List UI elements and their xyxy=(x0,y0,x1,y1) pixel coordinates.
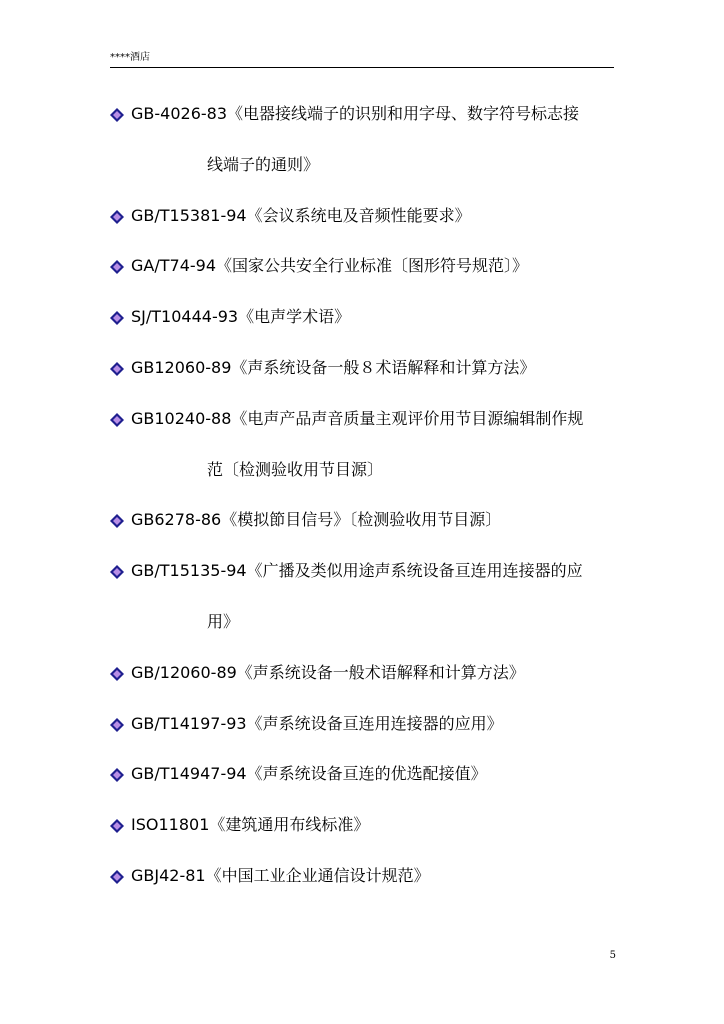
diamond-bullet-icon xyxy=(110,717,124,731)
entry-text: SJ/T10444-93《电声学术语》 xyxy=(131,307,351,327)
entry-text: GA/T74-94《国家公共安全行业标准〔图形符号规范〕》 xyxy=(131,256,529,276)
diamond-bullet-icon xyxy=(110,107,124,121)
entry-text: GB/T14947-94《声系统设备亘连的优选配接值》 xyxy=(131,764,487,784)
diamond-bullet-icon xyxy=(110,310,124,324)
diamond-bullet-icon xyxy=(110,259,124,273)
diamond-bullet-icon xyxy=(110,412,124,426)
diamond-bullet-icon xyxy=(110,209,124,223)
entry-text: GB12060-89《声系统设备一般８术语解释和计算方法》 xyxy=(131,358,536,377)
header-rule xyxy=(110,67,614,68)
entry-text: GB10240-88《电声产品声音质量主观评价用节目源编辑制作规 xyxy=(131,408,584,428)
entry-text: GB/T15381-94《会议系统电及音频性能要求》 xyxy=(131,205,471,225)
diamond-bullet-icon xyxy=(110,513,124,527)
entry-text: GB/T14197-93《声系统设备亘连用连接器的应用》 xyxy=(131,713,503,733)
diamond-bullet-icon xyxy=(110,564,124,578)
page-header: ****酒店 xyxy=(110,52,150,63)
diamond-bullet-icon xyxy=(110,869,124,883)
diamond-bullet-icon xyxy=(110,666,124,680)
entry-text: GB6278-86《模拟節目信号》〔检测验收用节目源〕 xyxy=(131,510,502,530)
entry-continuation-text: 范〔检测验收用节目源〕 xyxy=(207,459,384,479)
diamond-bullet-icon xyxy=(110,818,124,832)
entry-text: GB/T15135-94《广播及类似用途声系统设备亘连用连接器的应 xyxy=(131,561,583,581)
entry-continuation-text: 用》 xyxy=(207,612,240,631)
entry-text: GBJ42-81《中国工业企业通信设计规范》 xyxy=(131,866,430,885)
page-number: 5 xyxy=(609,950,616,961)
entry-continuation-text: 线端子的通则》 xyxy=(207,154,320,174)
entry-text: GB/12060-89《声系统设备一般术语解释和计算方法》 xyxy=(131,662,525,682)
entry-text: GB-4026-83《电器接线端子的识别和用字母、数字符号标志接 xyxy=(131,104,580,123)
diamond-bullet-icon xyxy=(110,767,124,781)
diamond-bullet-icon xyxy=(110,361,124,375)
entry-text: ISO11801《建筑通用布线标准》 xyxy=(131,815,370,835)
